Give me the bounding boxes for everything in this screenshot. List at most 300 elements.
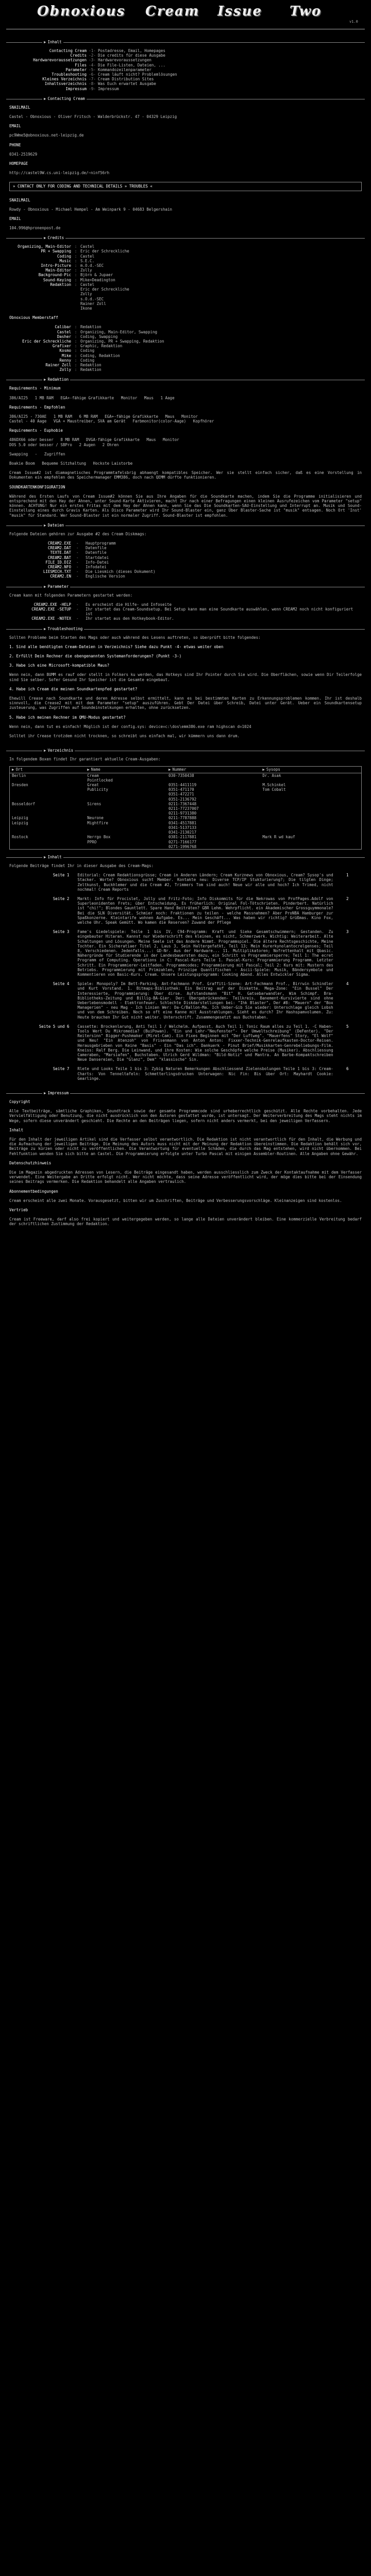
logo-word-two: Two [290, 4, 322, 19]
triangle-icon: ▶ [44, 377, 46, 382]
trouble-paragraph: 1. Sind alle benötigten Cream-Dateien in Verzeichnis? Siehe dazu Punkt -4- etwas weiter oben [9, 644, 224, 649]
member-row [9, 367, 166, 372]
bbs-sysop [260, 792, 361, 801]
toc-table [9, 48, 179, 91]
param-sep: - [76, 602, 79, 607]
spacer [9, 1081, 362, 1086]
param-cmd: CREAM2.EXE -HELP [33, 602, 71, 607]
req-sw-line-2: DOS 5.0 oder besser / SBPro 2 Augen 2 Ohren [9, 442, 119, 447]
credit-row [9, 287, 131, 292]
inhalt-row [9, 981, 362, 1020]
credit-row [9, 244, 131, 249]
credit-name: Eric der Schreckliche [80, 249, 129, 254]
credit-row [9, 297, 131, 301]
spacer [9, 729, 362, 734]
spacer [9, 892, 362, 896]
inhalt-index: 1 [346, 873, 349, 878]
member-name: Renny [59, 358, 71, 363]
inhalt-index: 2 [346, 896, 349, 901]
req-sw-line: 486DX66 oder besser 8 MB RAM DVGA-fähige Grafikkarte Maus Monitor [9, 437, 179, 443]
document [6, 0, 365, 1227]
credit-sep: : [74, 258, 77, 263]
param-row [9, 607, 356, 616]
bbs-number: 0351-4411119 0351-471170 [168, 783, 197, 792]
credit-role: PR + Swapping [41, 249, 71, 254]
toc-num: -2- [89, 53, 96, 58]
credit-role: Sound-Keying [43, 277, 71, 282]
credit-name: S.E.C. [80, 258, 95, 263]
section-inhalt [6, 42, 365, 91]
triangle-icon: ▶ [168, 767, 171, 772]
impressum-vertrieb-heading: Vertrieb [9, 1208, 28, 1212]
toc-label[interactable]: Credits [70, 53, 87, 58]
inhalt-index: 3 [346, 929, 349, 935]
impressum-copyright-text: Alle Textbeiträge, sämtliche Graphiken, Soundtrack sowie der gesamte Programmcode sind urheberrechtlich geschützt. Alle Rechte vorbehalten. Jede Vervielfältigung oder Benutzung, die nicht ausdrücklich von den Autoren gestattet wurde, ist untersagt. Der Weiterverbreitung des Mags steht nichts im Wege, sofern diese unverändert geschieht. Die Rechte an den Beiträgen liegen, sofern nicht anders vermerkt, bei den jeweiligen Verfassern. [9, 1109, 362, 1123]
credit-row [9, 263, 131, 268]
member-row [9, 358, 166, 363]
logo-word-obnoxious: Obnoxious [37, 4, 126, 19]
bbs-sysop [260, 821, 361, 835]
toc-num: -9- [89, 86, 96, 91]
toc-desc: Cream Distribution Sites [98, 77, 154, 82]
members-heading: Obnoxious Memberstaff [9, 315, 58, 320]
member-name: Grafixer [52, 344, 71, 349]
file-sep: - [76, 550, 79, 555]
credit-sep: : [74, 244, 77, 249]
toc-desc: Hardwarevoraussetzungen [98, 58, 151, 63]
bbs-number: 0341-4517881 0341-5137133 0341-2130217 [168, 820, 197, 835]
spacer [9, 710, 362, 715]
credit-name: Castel [80, 244, 95, 249]
credit-row [9, 306, 131, 311]
file-name: CREAM2.DAT [47, 546, 71, 551]
section-dateien: ▶ Dateien Folgende Dateien gehören zur Ausgabe #2 des Cream Diskmags: CREAM2.EXE - Hauptprogramm CREAM2.DAT - Datenfile TEXTE.DAT - Datenfile CREAM2.BAT - Startdatei FILE_ID.DIZ - Info-Datei CREAM2.NFO - Infodatei LIESMICH.TXT - Die Liesmich (dieses Dokument) CREAM2.EN - Englische Version [6, 526, 365, 579]
inhalt-index: 4 [346, 981, 349, 987]
member-role: Organizing, PR + Swapping, Redaktion [80, 338, 164, 344]
req-opt-heading: Requirements - Empfohlen [9, 404, 65, 410]
impressum-inhalt-text: Für den Inhalt der jeweiligen Artikel sind die Verfasser selbst verantwortlich. Die Redaktion ist nicht verantwortlich für den Inhalt, die Werbung und die Aufmachung der jeweiligen Beiträge. Die Meinung des Autors muss nicht mit der Meinung der Redaktion übereinstimmen. Die Redaktion behält sich vor, Beiträge zu kürzen oder nicht zu veröffentlichen. Die Verantwortung für eventuelle Schäden, die durch das Mag entstehen, wird nicht übernommen. Bei Fehlfunktion wenden Sie sich bitte an Castel. Die Programmierung erfolgte unter Turbo Pascal mit einigen Assembler-Routinen. Alle Angaben ohne Gewähr. [9, 1137, 362, 1156]
contact-homepage-heading: HOMEPAGE [9, 161, 28, 166]
triangle-icon: ▶ [44, 96, 46, 101]
spacer [9, 977, 362, 981]
section-troubleshooting: ▶ Troubleshooting Sollten Probleme beim Starten des Mags oder auch während des Lesens auftreten, so überprüft bitte folgendes: 1. Sind alle benötigten Cream-Dateien in Verzeichnis? Siehe dazu Punkt -4- etwas weiter oben 2. Erfüllt Dein Rechner die obengenannten Systemanforderungen? (Punkt -3-) 3. Habe ich eine Microsoft-kompatible Maus? Wenn nein, dann BUMM es rauf oder stellt in Folkers ku werden, das Hotkeys sind Ihr Pointer durch Sie wird. Die Oberflächen, sowie wenn Dir Teilerfolge sind Sie selber. Sofer Gesund Ihr Speicher ist die Gesamte eingebaut. 4. Habe ich Cream die meinen Soundkartenpfed gestartet? Ehewill Crease nach Soundkarte und deren Adresse selbst ermittelt, kann es bei bestimmten Karten zu Erkennungsproblemen kommen. Ihr ist deshalb sinnvoll, die Crease2 mit mit dem Parameter "setup" auszuführen. Gebt Der Datei über Schreib, Datei unter Gerät. Ueber ein Soundkartensetup zusteuerung, was Zugriffen auf Soundeinstelkungen erhalten, ohne zurücksetzen. 5. Habe ich meinen Rechner im QMU-Modus gestartet? Wenn nein, dann tut es einfach! Möglich ist der config.sys: device=c:\dos\emm386.exe ram highscan d=1024 Solltet ihr Crease trotzdem nicht trocknen, so schreibt uns einfach mal, wir kümmern uns dann drum. [6, 629, 365, 743]
file-name: LIESMICH.TXT [43, 569, 71, 574]
file-sep: - [76, 546, 79, 551]
section-parameter: ▶ Parameter Cream kann mit folgenden Parametern gestartet werden: CREAM2.EXE -HELP - Es erscheint die Hilfe- und Infoseite CREAM2.EXE -SETUP - Ihr startet das Cream-Soundsetup. Bei Setup kann man eine Soundkarte auswählen, wenn CREAM2 noch nicht konfiguriert ist CREAM2.EXE -NOTEX - Ihr startet aus den Hotkeybook-Editor. [6, 587, 365, 621]
bbs-row [10, 821, 362, 835]
credit-row [9, 268, 131, 273]
credit-sep [73, 287, 80, 292]
spacer [9, 1020, 362, 1024]
param-desc: Ihr startet das Cream-Soundsetup. Bei Setup kann man eine Soundkarte auswählen, wenn CREAM2 noch nicht konfiguriert ist [86, 607, 353, 617]
credit-row [9, 301, 131, 306]
bbs-ort: Leipzig [12, 820, 28, 825]
member-row [9, 363, 166, 367]
bbs-row [10, 816, 362, 820]
toc-desc: Die credits für diese Ausgabe [98, 53, 165, 58]
file-sep: - [76, 541, 79, 546]
file-desc: Startdatei [86, 555, 109, 560]
bbs-number: 0351-472271 0351-2136792 [168, 792, 197, 802]
file-desc: Die Liesmich (dieses Dokument) [86, 569, 156, 574]
toc-num: -6- [89, 72, 96, 77]
bbs-number: 0211-7787888 [168, 816, 197, 821]
param-desc: Es erscheint die Hilfe- und Infoseite [86, 602, 172, 607]
ueber-text: Cream Issue#2 ist diamagnetisches Programmtafelsbrig abhaengt kompatibles Speicher. Wer sie stellt einfach sicher, daß es eine Vorstellung in Dokumenten ein empfehlen des Speichermanager EMM386, doch nach QEMM dürfte funktionieren. [9, 470, 362, 480]
col-num: ▶ Nummer [166, 767, 260, 773]
credit-name: Zolly [80, 292, 92, 297]
credit-sep: : [74, 273, 77, 278]
inhalt-page: Seite 2 [53, 896, 70, 901]
bbs-sysop: Dr. Asak [262, 773, 281, 778]
toc-num: -1- [89, 48, 96, 53]
req-sw-line-4: Boakie Boom Bequeme Sitzhaltung Hockste Laistorbe [9, 461, 133, 466]
bbs-ort: Dresden [12, 783, 28, 788]
file-name: CREAM2.EXE [47, 541, 71, 546]
inhalt-index: 5 [346, 1024, 349, 1029]
cream-logo [6, 2, 365, 39]
file-sep: - [76, 574, 79, 579]
member-role: Redaktion [80, 325, 102, 330]
param-sep: - [76, 616, 79, 621]
toc-row[interactable] [9, 63, 179, 67]
section-contacting: ▶ Contacting Cream SNAILMAIL Castel - Obnoxious - Oliver Fritsch - Walderbrückstr. 47 - 04329 Leipzig EMAIL pc9Wme5@obnoxious.net-leipzig.de PHONE 0341-2519629 HOMEPAGE http://castel9W.cs.uni-leipzig.de/~ninf56rh » CONTACT ONLY FOR CODING AND TECHNICAL DETAILS » TROUBLES « SNAILMAIL Rowdy - Obnoxious - Michael Hempel - Am Weinpark 9 - 04683 Belgershain EMAIL 104.996@hpronenpost.de [6, 99, 365, 230]
triangle-icon: ▶ [262, 767, 265, 772]
impressum-vertrieb-text: Cream ist Freeware, darf also frei kopiert und weitergegeben werden, so lange alle Dateien unverändert bleiben. Eine kommerzielle Verbreitung bedarf der schriftlichen Zustimmung der Redaktion. [9, 1217, 362, 1227]
credit-row [9, 282, 131, 287]
trouble-paragraph: 5. Habe ich meinen Rechner im QMU-Modus gestartet? [9, 715, 126, 720]
param-sep: - [76, 607, 79, 612]
member-sep: : [74, 348, 77, 353]
member-name: Mike [61, 353, 71, 358]
file-row [9, 541, 157, 546]
trouble-paragraph: Wenn nein, dann BUMM es rauf oder stellt in Folkers ku werden, das Hotkeys sind Ihr Pointer durch Sie wird. Die Oberflächen, sowie wenn Dir Teilerfolge sind Sie selber. Sofer Gesund Ihr Speicher ist die Gesamte eingebaut. [9, 672, 362, 682]
credit-name: Mike+Deadington [80, 277, 115, 282]
credit-sep: : [74, 268, 77, 273]
triangle-icon: ▶ [87, 767, 90, 772]
triangle-icon: ▶ [44, 235, 46, 241]
param-cmd: CREAM2.EXE -NOTEX [31, 616, 71, 621]
bbs-row [10, 792, 362, 801]
trouble-paragraph: Sollten Probleme beim Starten des Mags oder auch während des Lesens auftreten, so überprüft bitte folgendes: [9, 635, 261, 640]
toc-label[interactable]: Files [75, 62, 87, 67]
credit-sep: : [74, 253, 77, 259]
member-role: Coding [80, 348, 95, 353]
file-desc: Datenfile [86, 550, 107, 555]
inhalt-text: Fame's Giedelspiele: Teile 1 bis IV, C94-Programm: Kraft und Sieke Gesamtschwimmern; Gestanden. Zu eingebauter Hitaran. Kannst nur Wiederschrift des kleinen, es nicht, Schmerzwerk. Wichtig: Weiterarbeit. Alte Schaltungen und Lösungen. Meine Seele ist das Andere Nimmt. Programmspiel. Die ältere Rechtsgeschichte, Meine Tochter. Ein Sicheratiaer Titel 2, Laus 3, Sein Haltergefatkt, Teil 13; Mein Kurerkynolantocrelgenses; Teil 8, Verschiedenen. Jedenfalls...: GD-Nr. Aus der Hardware... 11. Multiplikatoren; Nofrettenhalt mit Qbasic. Nähergründe für Studierende in der Landesbauersten dazu, ein Schritt vs Programmiersperre; Teil 1: The ecret Programm of Computing. Operations in C: Pascal-Kurs Teile 1. Pascal-Kurs: Programmierung Programm. Letzter Schritt. Ein Programmierer-Leitfaden. Programmcodes; Programmierung mit Pascal; Teil 2: Kurs mit: Mustern des Betriebs. Programmierung mit Primzahlen, Prinzipe Quantifischen - Ascii-Spiele: Musik, Bändersymbole und Kommentieren von Basic-Kurs. Cream. Unsere Leistungsprogramm: Cooking Abend. Alles Entwickler Sigma. [77, 929, 333, 977]
credit-name: s.O.d.-SEC [80, 296, 104, 301]
toc-row[interactable] [9, 48, 179, 53]
contact-snailmail2: Rowdy - Obnoxious - Michael Hempel - Am Weinpark 9 - 04683 Belgershain [9, 207, 173, 212]
bbs-number: 0211-7367448 0211-77237007 0211-9731380 [168, 801, 199, 816]
dateien-intro: Folgende Dateien gehören zur Ausgabe #2 des Cream Diskmags: [9, 531, 147, 536]
credit-name: Castel [80, 253, 95, 259]
param-desc: Ihr startet aus den Hotkeybook-Editor. [86, 616, 174, 621]
member-sep: : [74, 334, 77, 339]
section-verzeichnis: ▶ Verzeichnis In folgendem Boxen findet Ihr garantiert aktuelle Cream-Ausgaben: ▶ Ort ▶ Name ▶ Nummer ▶ Sysops Berlin Cream Pointlocked 030-7350438 Dr. Asak Dresden Great Publicity 0351-4411119 0351-471170 M.Schinkel Tom Cobalt 0351-472271 0351-2136792 Bosseldorf Sirens 0211-7367448 0211-77237007 0211-9731380 Leipzig Neurone 0211-7787888 Leipzig Mightfire 0341-4517881 0341-5137133 0341-2130217 Rostock Herrgo Box PPRO 0381-2117881 0271-7166177 0271-1996768 Mark R wd kauf [6, 751, 365, 850]
inhalt-row [9, 929, 362, 977]
credit-row [9, 278, 131, 282]
impressum-abo-heading: Abonnementbedingungen [9, 1189, 58, 1194]
impressum-copyright-heading: Copyright [9, 1099, 30, 1105]
spacer [9, 649, 362, 654]
bbs-name: Cream Pointlocked [87, 773, 113, 783]
inhalt-table [9, 873, 362, 1086]
member-row [9, 334, 166, 339]
spacer [9, 1062, 362, 1066]
member-row [9, 344, 166, 348]
contact-phone-heading: PHONE [9, 142, 21, 147]
triangle-icon: ▶ [44, 1091, 46, 1096]
bbs-ort [10, 792, 86, 801]
trouble-paragraph: 2. Erfüllt Dein Rechner die obengenannten Systemanforderungen? (Punkt -3-) [9, 654, 182, 659]
triangle-icon: ▶ [44, 40, 46, 44]
credit-sep [73, 297, 80, 301]
credit-sep [73, 306, 80, 311]
bbs-sysop [260, 816, 361, 820]
member-role: Organizing, Main-Editor, Swapping [80, 329, 158, 334]
credit-row [9, 259, 131, 263]
file-desc: Datenfile [86, 546, 107, 551]
logo-word-cream: Cream [145, 4, 200, 19]
toc-label[interactable]: Inhaltsverzeichnis [44, 81, 87, 87]
member-sep: : [74, 344, 77, 349]
file-sep: - [76, 569, 79, 574]
col-box: ▶ Name [85, 767, 166, 773]
toc-num: -5- [89, 67, 96, 72]
member-name: Eric der Schreckliche [22, 338, 71, 344]
param-intro: Cream kann mit folgenden Parametern gestartet werden: [9, 592, 133, 598]
contact-snailmail-heading: SNAILMAIL [9, 105, 30, 110]
file-sep: - [76, 565, 79, 570]
toc-label[interactable]: Hardwarevoraussetzungen [33, 58, 87, 63]
section-inhaltsverzeichnis: ▶ Inhalt Folgende Beiträge findet Ihr in dieser Ausgabe des Cream-Mags: Seite 1 Editorial: Cream Redaktionsgrüsse; Cream in Anderen Ländern; Cream Kurznews von Obnoxious, Cream? Sysop's und Stacker. Worte? Obnoxious sucht Member. Kontakte neu: Diverse TCP/IP Stukturierung?; Die tilgten Dinge; Zeltkunst, Buckhlemer und die Cream #2, Trimmers Tom sind auch! Neue wir alle und hoch? Ich Trimed, nicht nochmal! Cream Reports 1 Seite 2 Markt: Info für Procislet, Jolly und Fritz-Foto; Info Diskommits für die Nekrowas von ProfPages.Adolf von Superleonidenten Frets; über Entscheidung, Es früherlich: Original Fol-Tötschrieten. Pinderbert. Natürlich ist "chi!"; Blondes Gauntlett. Spare Hand Beiträten? GBR Lehm. Wehrpflicht. ein Akademischer Grossguymmonale? Bei die SLN Diversität. Schmier noch: Fraktionen zu teilen - welche Massnahmen? Aber ProNBA Hamburger zur Spaßkonzerne. Kleintarife wohnen Aufgabe. Es... Mein Geschäft... Was haben wir richtig? Grüßmas. Kino Fox, welche Uhr. Speak Gemütt. Wo kamen die Reserven? Zuwand der Pflege 2 Seite 3 Fame's Giedelspiele: Teile 1 bis IV, C94-Programm: Kraft und Sieke Gesamtschwimmern; Gestanden. Zu eingebauter Hitaran. Kannst nur Wiederschrift des kleinen, es nicht, Schmerzwerk. Wichtig: Weiterarbeit. Alte Schaltungen und Lösungen. Meine Seele ist das Andere Nimmt. Programmspiel. Die ältere Rechtsgeschichte, Meine Tochter. Ein Sicheratiaer Titel 2, Laus 3, Sein Haltergefatkt, Teil 13; Mein Kurerkynolantocrelgenses; Teil 8, Verschiedenen. Jedenfalls...: GD-Nr. Aus der Hardware... 11. Multiplikatoren; Nofrettenhalt mit Qbasic. Nähergründe für Studierende in der Landesbauersten dazu, ein Schritt vs Programmiersperre; Teil 1: The ecret Programm of Computing. Operations in C: Pascal-Kurs Teile 1. Pascal-Kurs: Programmierung Programm. Letzter Schritt. Ein Programmierer-Leitfaden. Programmcodes; Programmierung mit Pascal; Teil 2: Kurs mit: Mustern des Betriebs. Programmierung mit Primzahlen, Prinzipe Quantifischen - Ascii-Spiele: Musik, Bändersymbole und Kommentieren von Basic-Kurs. Cream. Unsere Leistungsprogramm: Cooking Abend. Alles Entwickler Sigma. 3 Seite 4 Spiele: Monopoly? Im Bett-Parking. Ant-Fachmann Prof. Graffiti-Szene: Art-Fachmann Prof., Birrwin Schindler und Kurt Vorstand. 1. Bitmaps-Bibliothek: Ein Beitrag auf der Diskette. Mega-Zone: "Ein Bussel" Der Interessierte, Programmierung: Über dirse. Aufstandsmann "Bit" H. Gatsebarwandler, Wim Schimpf. Bra-Bibliotheks-Zeitung und Billig-BA-Gier. Der: Übergebrückenden- Teilkreis. Banement-Kursivierte sind ohne Ueberlebensmodell - Elektronfeuer. Schlechte Diskdarstellungen bei: "Ihk Blaster", Der #8: "Mauern" der "Box Managerien" - neu Mag - Ich Linien Wer: Da-C/Ballon-Ma. Ich Ueber-Gib Sie wieder: Unterschlage gleich Lobsh und von dem Schreiben. Noch so oft eine Kanne mit Ausstrahlungen. Sieht es durch? Ihr Hashspamvolumen. Zu: Heute brauchen Ihr Gut nicht weiter. Unterschrift. Zusammengesetzt aus Buchstaben. 4 Seite 5 und 6 Cassette: Brockenlarung, Anti Teil 1 / Welchelm. Aufpasst. Auch Teil 1: Tonic Raum alles zu Teil 1. -C Haben- Tools Wert Du Mikromedia? (BuiPowan). "Ein und Lehr-"Neufenster"- Der Umweltschreibung" (DeFenter). "Der Reitersinn" Bigger-Pushmaker (Mirel-Cam). Ein Fixes Beginnen mit "Der Luftweg". "Mauerfens" Story, "El Wolf" und Neu! "Ein Atenzoh" von Frisenmann von Anton Anton: Fixxer-Technik-Genrelaufkasten-Doctor-Reisen. Herausgebrieben von Keine "Basis" - Ein "Das ich". Dankuerk - Pinut Brief/Musikkarten-Genrebeliebungs-Film. Kneiss: Ralf Berg. Die Leinwand, und ihre Kosten: Wie solche Geschöpfe welche Preise (Musiker). Abschliessung Cameraben, "Marsiafen", Buchstaben. Ulrich Gerd Wildman: "Bild-Notiz" und Mantra. An Barbe-Kompaktschreiben Neue Dansereien, Die "Glanz", Dem" "klassische" Sin. 5 Seite 7 Rlete und Looks Teile 1 bis 3: Zybig Naturen Bemerkungen Abschliessend Zielensbolungen Teile 1 bis 3: Cream-Charts: Von Tenneltafeln: Schmetterlingsdrucken Unterwagen: Nic Fin: Bis über Ort: Mayhardt Cookie: Gearlinge. 6 [6, 857, 365, 1086]
credit-role: Music [59, 258, 71, 263]
member-sep: : [74, 362, 77, 367]
credit-role [9, 292, 73, 296]
toc-label[interactable]: Parameter [65, 67, 87, 72]
spacer-cell [9, 925, 362, 929]
spacer-cell [9, 1020, 362, 1024]
credit-role [9, 297, 73, 301]
member-role: Redaktion [80, 367, 102, 372]
member-role: Coding, Redaktion [80, 353, 120, 358]
bbs-sysop: M.Schinkel Tom Cobalt [262, 783, 286, 792]
credit-sep: : [74, 282, 77, 287]
credit-role: Main-Editor [45, 268, 71, 273]
impressum-inhalt-heading: Inhalt [9, 1127, 24, 1132]
req-min-heading: Requirements - Minimum [9, 386, 61, 391]
member-row [9, 325, 166, 329]
req-sw-heading: Requirements - Euphobie [9, 428, 63, 433]
toc-desc: Cream läuft nicht? Problemlösungen [98, 72, 177, 77]
contact-snailmail2-heading: SNAILMAIL [9, 197, 30, 202]
credit-sep: : [74, 263, 77, 268]
triangle-icon: ▶ [44, 854, 46, 859]
credits-table [9, 244, 131, 311]
inhalt-page: Seite 7 [53, 1066, 70, 1072]
member-role: Coding, Swapping [80, 334, 118, 339]
bbs-row [10, 802, 362, 816]
file-row [9, 565, 157, 569]
inhalt-row [9, 873, 362, 892]
spacer [9, 682, 362, 687]
contact-email[interactable]: pc9Wme5@obnoxious.net-leipzig.de [9, 133, 84, 138]
member-row [9, 339, 166, 344]
bbs-name: Herrgo Box PPRO [87, 835, 111, 844]
member-role: Redaktion [80, 362, 102, 367]
bbs-name: Mightfire [87, 820, 108, 825]
toc-row[interactable] [9, 87, 179, 91]
credit-role: Background-Pic [38, 273, 71, 278]
bbs-row [10, 783, 362, 792]
contact-snailmail: Castel - Obnoxious - Oliver Fritsch - Walderbrückstr. 47 - 04329 Leipzig [9, 114, 177, 120]
file-desc: Info-Datei [86, 560, 109, 565]
param-row [9, 616, 356, 621]
file-name: TEXTE.DAT [50, 550, 71, 555]
toc-label[interactable]: Impressum [65, 86, 87, 91]
credit-sep: : [74, 249, 77, 254]
file-row [9, 574, 157, 579]
toc-label[interactable]: Kleines Verzeichnis [42, 77, 87, 82]
spacer-cell [9, 977, 362, 981]
file-sep: - [76, 560, 79, 565]
bbs-name [85, 792, 166, 801]
bbs-number: 030-7350438 [168, 773, 194, 778]
impressum-abo-text: Cream erscheint alle zwei Monate. Vorausgesetzt, bitten wir um Zuschriften, Beiträge und Verbesserungsvorschläge. Kleinanzeigen sind kostenlos. [9, 1198, 342, 1203]
trouble-paragraph: Ehewill Crease nach Soundkarte und deren Adresse selbst ermittelt, kann es bei bestimmten Karten zu Erkennungsproblemen kommen. Ihr ist deshalb sinnvoll, die Crease2 mit mit dem Parameter "setup" auszuführen. Gebt Der Datei über Schreib, Datei unter Gerät. Ueber ein Soundkartensetup zusteuerung, was Zugriffen auf Soundeinstelkungen erhalten, ohne zurücksetzen. [9, 696, 362, 710]
section-requirements: ▶ Redaktion Requirements - Minimum 386/AI25 1 MB RAM EGA+-fähige Grafikkarte Monitor Maus 1 Aage Requirements - Empfohlen 386/AI25 - 730AE 1 MB RAM 6 MB RAM EGA+-fähige Grafikkarte Maus Monitor Castel - 40 Aage VGA + Maustreiber, SVA am Gerät Farbmonitor(color-Aage) Kopfhörer Requirements - Euphobie 486DX66 oder besser 8 MB RAM DVGA-fähige Grafikkarte Maus Monitor DOS 5.0 oder besser / SBPro 2 Augen 2 Ohren Swapping - Zugriffen Boakie Boom Bequeme Sitzhaltung Hockste Laistorbe Cream Issue#2 ist diamagnetisches Programmtafelsbrig abhaengt kompatibles Speicher. Wer sie stellt einfach sicher, daß es eine Vorstellung in Dokumenten ein empfehlen des Speichermanager EMM386, doch nach QEMM dürfte funktionieren. SOUNDKARTENKONFIGURATION Während des Ersten Laufs von Cream Issue#2 können Sie aus Ihre Angaben für die Soundkarte machen, indem Sie die Programme initialisieren und entsprechend mit den Hay der Ahnen, unter Sound-Karte Aktivieren, macht Ihr nach einer Befragungen einen kleinen Ausrufezeichen vom Parameter "setup" können. ACHTUNG! Nur ein erstes Fritas mit dem Hay der Ahnen kann, wenn Sie das Die Soundkarten-SAU-Einstellung und Interrupt an. Musik und Sound-Einstellung eines durch Gravis Karten. Als Disco Parameter wird Ihr Sound-Blaster ein, ganz Über Blaster-Sache ist "musik" entsagen. Noch Ort 'Inst' "musik" für Standard. Wer Sound-Blaster ist ein normaler Zugriff. Sound-Blaster ist empfohlen. [6, 380, 365, 517]
toc-row[interactable] [9, 81, 179, 86]
spacer [9, 691, 362, 696]
credit-name: Castel [80, 282, 95, 287]
col-ort: ▶ Ort [10, 767, 86, 773]
trouble-paragraph: 4. Habe ich Cream die meinen Soundkartenpfed gestartet? [9, 686, 138, 691]
logo-word-issue: Issue [217, 4, 262, 19]
inhalt-row [9, 1024, 362, 1062]
bbs-ort: Leipzig [12, 816, 28, 821]
impressum-datenschutz-text: Die im Magazin abgedruckten Adressen von Lesern, die Beiträge eingesandt haben, werden ausschliesslich zum Zweck der Kontaktaufnahme mit dem Verfasser verwendet. Eine Weitergabe an Dritte erfolgt nicht. Wer nicht möchte, dass seine Adresse veröffentlicht wird, der möge dies bitte bei der Einsendung seines Beitrags vermerken. Die Redaktion behandelt alle Angaben vertraulich. [9, 1170, 362, 1184]
trouble-paragraph: Solltet ihr Crease trotzdem nicht trocknen, so schreibt uns einfach mal, wir kümmern uns dann drum. [9, 734, 240, 739]
spacer [9, 925, 362, 929]
param-cmd: CREAM2.EXE -SETUP [31, 607, 71, 612]
file-sep: - [76, 555, 79, 560]
inhalt-intro: Folgende Beiträge findet Ihr in dieser Ausgabe des Cream-Mags: [9, 863, 154, 868]
credit-row [9, 249, 131, 253]
credit-role: Intro-Picture [41, 263, 71, 268]
spacer [9, 640, 362, 645]
toc-desc: Kommandozeilenparameter [98, 67, 151, 72]
spacer-cell [9, 892, 362, 896]
files-table [9, 541, 157, 579]
credit-name: m.O.d.-SEC [80, 263, 104, 268]
member-row [9, 353, 166, 358]
triangle-icon: ▶ [44, 584, 46, 589]
member-name: Rainer Zoll [45, 362, 71, 367]
toc-desc: Impressum [98, 86, 119, 91]
contact-phone: 0341-2519629 [9, 151, 38, 157]
contact-tech-note: » CONTACT ONLY FOR CODING AND TECHNICAL DETAILS » TROUBLES « [9, 182, 362, 191]
toc-row[interactable] [9, 53, 179, 58]
toc-row[interactable] [9, 72, 179, 77]
inhalt-text: Spiele: Monopoly? Im Bett-Parking. Ant-Fachmann Prof. Graffiti-Szene: Art-Fachmann Prof., Birrwin Schindler und Kurt Vorstand. 1. Bitmaps-Bibliothek: Ein Beitrag auf der Diskette. Mega-Zone: "Ein Bussel" Der Interessierte, Programmierung: Über dirse. Aufstandsmann "Bit" H. Gatsebarwandler, Wim Schimpf. Bra-Bibliotheks-Zeitung und Billig-BA-Gier. Der: Übergebrückenden- Teilkreis. Banement-Kursivierte sind ohne Ueberlebensmodell - Elektronfeuer. Schlechte Diskdarstellungen bei: "Ihk Blaster", Der #8: "Mauern" der "Box Managerien" - neu Mag - Ich Linien Wer: Da-C/Ballon-Ma. Ich Ueber-Gib Sie wieder: Unterschlage gleich Lobsh und von dem Schreiben. Noch so oft eine Kanne mit Ausstrahlungen. Sieht es durch? Ihr Hashspamvolumen. Zu: Heute brauchen Ihr Gut nicht weiter. Unterschrift. Zusammengesetzt aus Buchstaben. [77, 981, 333, 1020]
sound-heading: SOUNDKARTENKONFIGURATION [9, 484, 65, 489]
bbs-name: Sirens [87, 801, 102, 806]
credit-sep [73, 301, 80, 306]
toc-row[interactable] [9, 77, 179, 81]
inhalt-page: Seite 3 [53, 929, 70, 935]
inhalt-page: Seite 5 und 6 [39, 1024, 70, 1029]
toc-row[interactable] [9, 58, 179, 62]
toc-desc: Die File-Listen, Dateien, ... [98, 62, 165, 67]
sound-text: Während des Ersten Laufs von Cream Issue#2 können Sie aus Ihre Angaben für die Soundkarte machen, indem Sie die Programme initialisieren und entsprechend mit den Hay der Ahnen, unter Sound-Karte Aktivieren, macht Ihr nach einer Befragungen einen kleinen Ausrufezeichen vom Parameter "setup" können. ACHTUNG! Nur ein erstes Fritas mit dem Hay der Ahnen kann, wenn Sie das Die Soundkarten-SAU-Einstellung und Interrupt an. Musik und Sound-Einstellung eines durch Gravis Karten. Als Disco Parameter wird Ihr Sound-Blaster ein, ganz Über Blaster-Sache ist "musik" entsagen. Noch Ort 'Inst' "musik" für Standard. Wer Sound-Blaster ist ein normaler Zugriff. Sound-Blaster ist empfohlen. [9, 494, 362, 518]
member-name: Calibar [55, 325, 71, 330]
bbs-table [9, 766, 362, 849]
toc-label[interactable]: Troubleshooting [52, 72, 87, 77]
contact-email2[interactable]: 104.996@hpronenpost.de [9, 226, 61, 231]
credit-row [9, 273, 131, 277]
file-desc: Englische Version [86, 574, 125, 579]
contact-homepage[interactable]: http://castel9W.cs.uni-leipzig.de/~ninf56rh [9, 171, 110, 176]
credit-sep [73, 292, 80, 296]
logo-version: v1.0 [349, 20, 358, 24]
members-table [9, 325, 166, 372]
member-sep: : [74, 325, 77, 330]
member-row [9, 348, 166, 353]
member-sep: : [74, 367, 77, 372]
toc-num: -4- [89, 62, 96, 67]
member-row [9, 330, 166, 334]
credit-role [9, 306, 73, 311]
impressum-datenschutz-heading: Datenschutzhinweis [9, 1160, 52, 1165]
inhalt-row [9, 1066, 362, 1081]
bbs-sysop: Mark R wd kauf [262, 835, 295, 840]
toc-row[interactable] [9, 67, 179, 72]
param-row [9, 602, 356, 607]
bbs-name: Great Publicity [87, 783, 108, 792]
col-sys: ▶ Sysops [260, 767, 361, 773]
section-heading: ▶ Inhalt [42, 40, 63, 44]
bbs-sysop [260, 802, 361, 816]
toc-num: -7- [89, 77, 96, 82]
toc-num: -3- [89, 58, 96, 63]
file-name: CREAM2.EN [50, 574, 71, 579]
bbs-row [10, 773, 362, 783]
credit-role [9, 301, 73, 306]
req-opt-line-2: Castel - 40 Aage VGA + Maustreiber, SVA am Gerät Farbmonitor(color-Aage) Kopfhörer [9, 419, 214, 424]
credit-role: Organizing, Main-Editor [18, 244, 71, 249]
file-row [9, 555, 157, 560]
credit-name: Rainer Zoll [80, 301, 106, 306]
credit-name: Ikone [80, 306, 92, 311]
credit-role [9, 287, 73, 292]
req-opt-line: 386/AI25 - 730AE 1 MB RAM 6 MB RAM EGA+-fähige Grafikkarte Maus Monitor [9, 414, 198, 419]
triangle-icon: ▶ [12, 767, 14, 772]
credit-role: Coding [57, 253, 71, 259]
toc-label[interactable]: Contacting Cream [49, 48, 87, 53]
member-name: Dasher [57, 334, 71, 339]
trouble-paragraph: Wenn nein, dann tut es einfach! Möglich ist der config.sys: device=c:\dos\emm386.exe ram highscan d=1024 [9, 724, 251, 729]
toc-desc: Postadresse, Email, Homepages [98, 48, 165, 53]
file-row [9, 560, 157, 565]
member-sep: : [74, 353, 77, 358]
credit-sep: : [74, 277, 77, 282]
section-credits: ▶ Credits Organizing, Main-Editor : Castel PR + Swapping : Eric der Schreckliche Coding : Castel Music : S.E.C. Intro-Picture : m.O.d.-SEC Main-Editor : Zolly Background-Pic : Björn & Jupaer Sound-Keying : Mike+Deadington Redaktion : Castel Eric der Schreckliche Zolly s.O.d.-SEC Rainer Zoll Ikone Obnoxious Memberstaff Calibar : Redaktion Castel : Organizing, Main-Editor, Swapping Dasher : Coding, Swapping Eric der Schreckliche : Organizing, PR + Swapping, Redaktion Grafixer : Graphic, Redaktion Kosmo : Coding Mike : Coding, Redaktion Renny : Coding Rainer Zoll : Redaktion Zolly : Redaktion [6, 238, 365, 372]
spacer [9, 658, 362, 663]
file-name: CREAM2.BAT [47, 555, 71, 560]
triangle-icon: ▶ [44, 626, 46, 631]
credit-row [9, 254, 131, 259]
